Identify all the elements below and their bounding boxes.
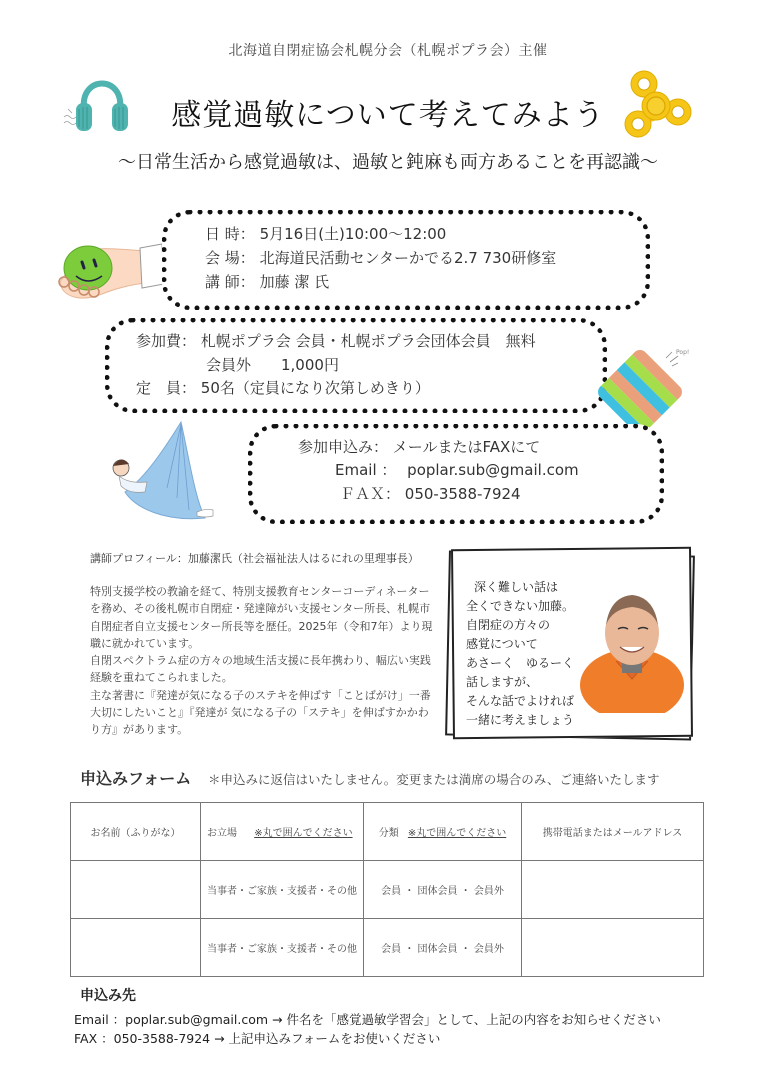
speech-line: 深く難しい話は [474,580,559,594]
capacity-label: 定 員： [136,379,197,397]
organizer-text: 北海道自閉症協会札幌分会（札幌ポプラ会）主催 [228,43,548,59]
apply-method-label: 参加申込み： [298,438,389,456]
profile-paragraph: 主な著書に『発達が気になる子のステキを伸ばす「ことばがけ」一番大切にしたいこと』『発達が 気になる子の「ステキ」を伸ばすかかわり方』があります。 [90,688,431,737]
lecturer-label: 講 師： [205,273,255,291]
lecturer-portrait [580,585,684,713]
datetime-value: 5月16日(土)10:00～12:00 [259,225,447,243]
header-category-note: ※丸で囲んでください [407,828,507,839]
stress-ball-icon [52,238,167,304]
role-cell[interactable]: 当事者・ご家族・支援者・その他 [201,919,364,977]
venue-label: 会 場： [205,249,255,267]
apply-fax-row [340,483,521,504]
fee-row [136,330,536,351]
contact-cell[interactable] [522,919,704,977]
header-category [364,803,522,861]
speech-line: そんな話でよければ [466,694,575,708]
category-cell[interactable]: 会員 ・ 団体会員 ・ 会員外 [364,861,522,919]
table-header-row [71,803,704,861]
venue-row [205,247,556,268]
lecturer-value: 加藤 潔 氏 [259,273,330,291]
table-row [71,919,704,977]
speech-card-text [466,578,574,730]
application-form-table [70,802,704,977]
fee-members: 札幌ポプラ会 会員・札幌ポプラ会団体会員 無料 [200,332,536,350]
svg-text:Pop!: Pop! [676,349,690,356]
main-title: 感覚過敏について考えてみよう [171,98,605,133]
speech-line: 全くできない加藤。 [466,599,575,613]
profile-body [90,583,435,739]
apply-method-row [298,436,540,457]
name-cell[interactable] [71,919,201,977]
header-contact: 携帯電話またはメールアドレス [522,803,704,861]
speech-line: 一緒に考えましょう [466,713,575,727]
lecturer-row [205,271,329,292]
apply-email-row [335,459,579,480]
speech-line: 自閉症の方々の [466,618,551,632]
hammock-icon [105,418,220,528]
header-category-label: 分類 [378,828,399,839]
apply-method-value: メールまたはFAXにて [392,438,541,456]
fee-nonmembers: 会員外 1,000円 [206,356,339,374]
speech-line: 感覚について [466,637,538,651]
capacity-row [136,377,430,398]
apply-fax-label: ＦＡＸ： [340,485,401,503]
datetime-label: 日 時： [205,225,255,243]
datetime-row [205,223,446,244]
profile-paragraph: 特別支援学校の教諭を経て、特別支援教育センターコーディネーターを務め、その後札幌市自閉症・発達障がい支援センター所長、札幌市自閉症者自立支援センター所長等を歴任。2025年（令和7年）より現職に就かれています。 [90,585,433,650]
subtitle: ～日常生活から感覚過敏は、過敏と鈍麻も両方あることを再認識～ [118,152,658,173]
category-cell[interactable]: 会員 ・ 団体会員 ・ 会員外 [364,919,522,977]
form-title: 申込みフォーム [80,769,192,788]
contact-title: 申込み先 [80,988,136,1004]
header-role-note: ※丸で囲んでください [254,828,353,839]
form-note: ＊申込みに返信はいたしません。変更または満席の場合のみ、ご連絡いたします [208,772,660,787]
role-cell[interactable]: 当事者・ご家族・支援者・その他 [201,861,364,919]
capacity-value: 50名（定員になり次第しめきり） [200,379,430,397]
profile-title: 講師プロフィール：加藤潔氏（社会福祉法人はるにれの里理事長） [90,552,419,565]
speech-line: あさーく ゆるーく [466,656,575,670]
header-role-label: お立場 [207,828,237,839]
contact-fax-line: FAX ：050-3588-7924 → 上記申込みフォームをお使いください [74,1031,441,1046]
name-cell[interactable] [71,861,201,919]
header-name: お名前（ふりがな） [71,803,201,861]
apply-fax-value: 050-3588-7924 [404,485,521,503]
fidget-spinner-icon [620,68,696,140]
header-role [201,803,364,861]
fee-label: 参加費： [136,332,197,350]
venue-value: 北海道民活動センターかでる2.7 730研修室 [259,249,557,267]
contact-cell[interactable] [522,861,704,919]
contact-email-line: Email ：poplar.sub@gmail.com → 件名を「感覚過敏学習会」として、上記の内容をお知らせください [74,1012,661,1027]
table-row [71,861,704,919]
speech-line: 話しますが、 [466,675,539,689]
apply-email-value[interactable]: poplar.sub@gmail.com [407,461,579,479]
profile-paragraph: 自閉スペクトラム症の方々の地域生活支援に長年携わり、幅広い実践経験を重ねてこられました。 [90,654,431,685]
pop-it-icon [592,342,692,436]
apply-email-label: Email ： [335,461,397,479]
